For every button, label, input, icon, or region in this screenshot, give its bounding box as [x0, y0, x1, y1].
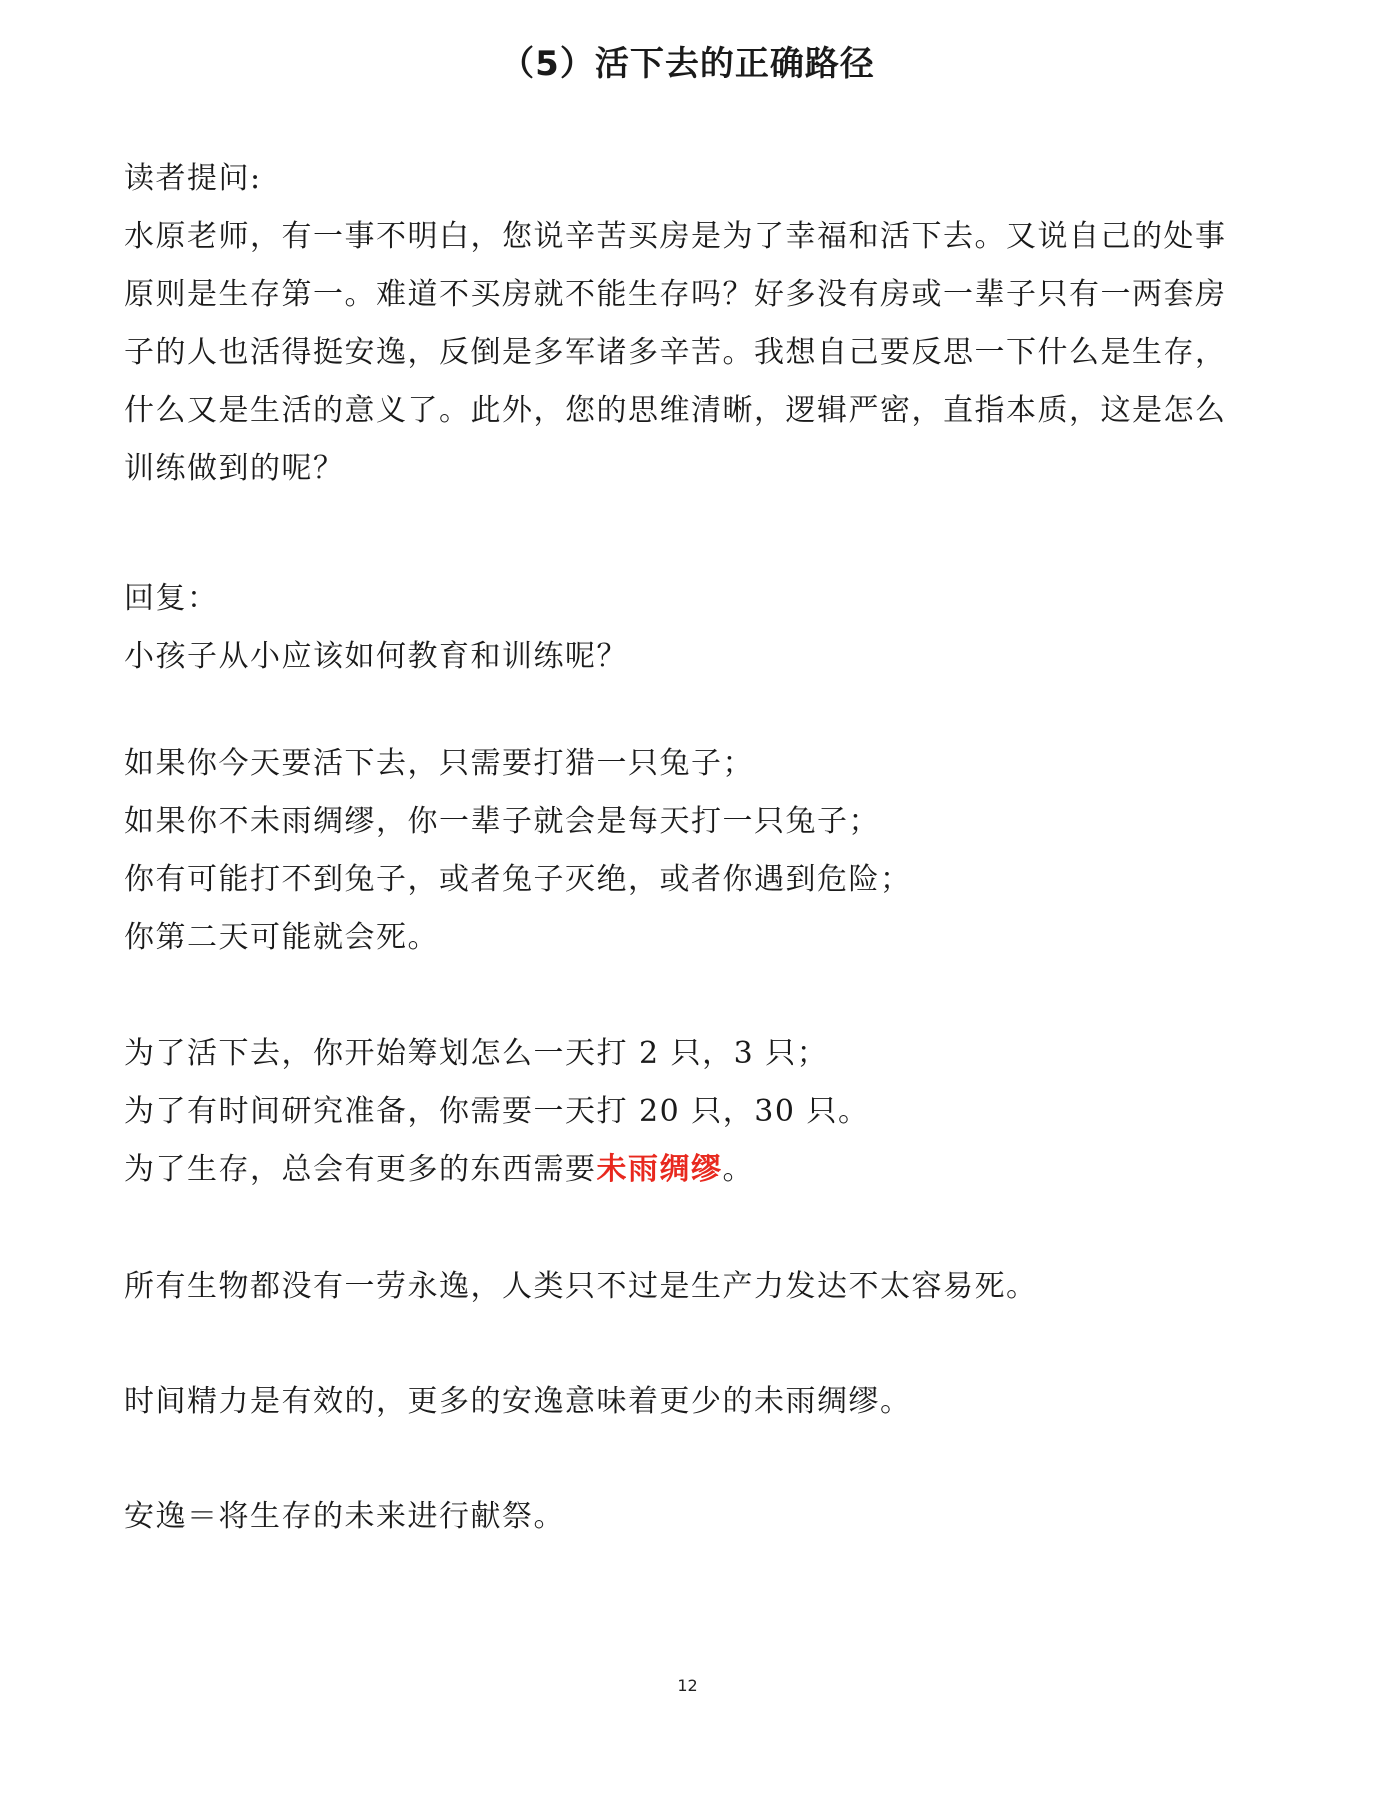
- paragraph-line-emphasis: [124, 1141, 1254, 1199]
- reply-header: [124, 570, 1254, 686]
- paragraph-line: 为了有时间研究准备，你需要一天打 20 只，30 只。: [124, 1094, 870, 1129]
- question-line: 子的人也活得挺安逸，反倒是多军诸多辛苦。我想自己要反思一下什么是生存，: [124, 335, 1227, 370]
- reply-intro: 小孩子从小应该如何教育和训练呢？: [124, 639, 628, 674]
- paragraph-line: 如果你不未雨绸缪，你一辈子就会是每天打一只兔子；: [124, 804, 880, 839]
- statement: [124, 1488, 1254, 1546]
- question-label: 读者提问:: [124, 161, 262, 196]
- emphasis-suffix: 。: [722, 1152, 754, 1187]
- rabbit-paragraph: [124, 735, 1254, 967]
- survive-paragraph: [124, 1025, 1254, 1199]
- question-line: 什么又是生活的意义了。此外，您的思维清晰，逻辑严密，直指本质，这是怎么: [124, 393, 1227, 428]
- statement: [124, 1373, 1254, 1431]
- statement-line: 所有生物都没有一劳永逸，人类只不过是生产力发达不太容易死。: [124, 1269, 1038, 1304]
- highlighted-phrase: 未雨绸缪: [596, 1152, 723, 1187]
- statement-line: 安逸＝将生存的未来进行献祭。: [124, 1499, 565, 1534]
- paragraph-line: 如果你今天要活下去，只需要打猎一只兔子；: [124, 746, 754, 781]
- page-number: 12: [677, 1676, 698, 1695]
- question-line: 水原老师，有一事不明白，您说辛苦买房是为了幸福和活下去。又说自己的处事: [124, 219, 1227, 254]
- statement-line: 时间精力是有效的，更多的安逸意味着更少的未雨绸缪。: [124, 1384, 912, 1419]
- question-line: 原则是生存第一。难道不买房就不能生存吗？好多没有房或一辈子只有一两套房: [124, 277, 1227, 312]
- page-title: （5）活下去的正确路径: [500, 44, 875, 84]
- statement: [124, 1258, 1254, 1316]
- paragraph-line: 你第二天可能就会死。: [124, 920, 439, 955]
- question-line: 训练做到的呢？: [124, 451, 345, 486]
- paragraph-line: 你有可能打不到兔子，或者兔子灭绝，或者你遇到危险；: [124, 862, 912, 897]
- emphasis-prefix: 为了生存，总会有更多的东西需要: [124, 1152, 597, 1187]
- paragraph-line: 为了活下去，你开始筹划怎么一天打 2 只，3 只；: [124, 1036, 829, 1071]
- reply-label: 回复：: [124, 581, 219, 616]
- question-section: [124, 150, 1254, 498]
